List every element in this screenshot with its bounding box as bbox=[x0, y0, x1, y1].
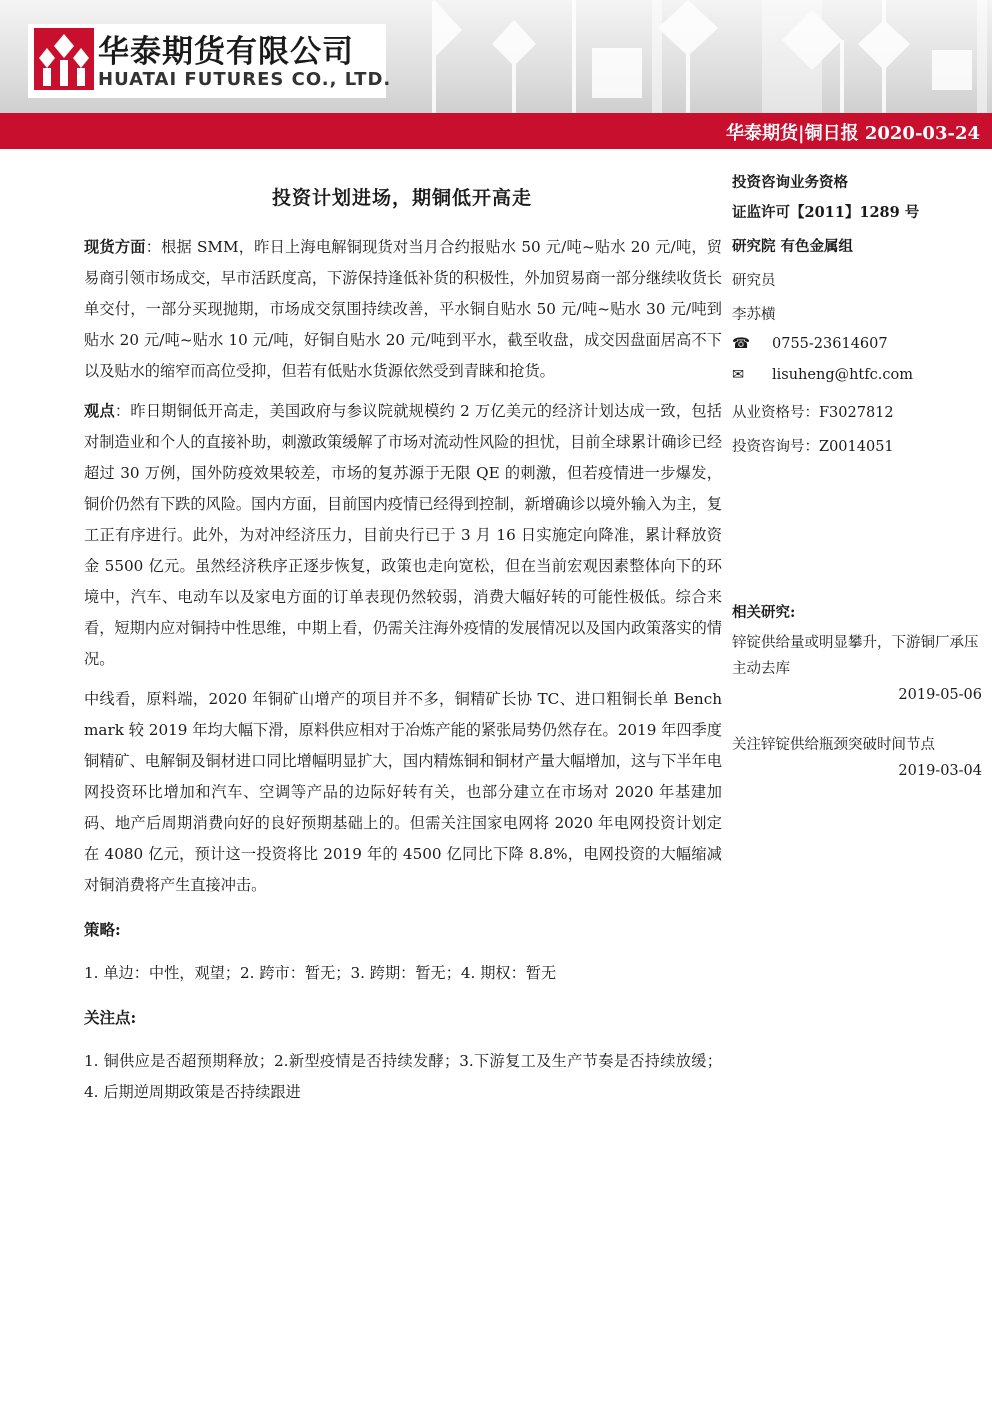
phone-row bbox=[732, 336, 888, 352]
related-item[interactable] bbox=[732, 630, 982, 708]
analyst-name: 李苏横 bbox=[732, 307, 776, 323]
report-title: 投资计划进场，期铜低开高走 bbox=[271, 187, 532, 209]
analyst-role: 研究员 bbox=[732, 273, 776, 289]
related-item-date: 2019-03-04 bbox=[898, 763, 982, 779]
related-item[interactable] bbox=[732, 732, 982, 784]
focus-heading: 关注点: bbox=[84, 1008, 137, 1027]
license-number: 证监许可【2011】1289 号 bbox=[732, 204, 920, 221]
email-row bbox=[732, 367, 913, 383]
company-name-en: HUATAI FUTURES CO., LTD. bbox=[98, 69, 392, 90]
department: 研究院 有色金属组 bbox=[732, 238, 854, 255]
report-body bbox=[84, 232, 722, 1117]
cert-number: 从业资格号：F3027812 bbox=[732, 405, 894, 421]
envelope-icon: ✉ bbox=[732, 367, 745, 383]
report-banner-text: 华泰期货|铜日报 2020-03-24 bbox=[726, 123, 980, 144]
spot-text: ：根据 SMM，昨日上海电解铜现货对当月合约报贴水 50 元/吨~贴水 20 元/吨，贸易商引领市场成交，早市活跃度高，下游保持逢低补货的积极性，外加贸易商一部分继续收货长单交付，一部分买现抛期，市场成交氛围持续改善，平水铜自贴水 50 元/吨~贴水 30 元/吨到贴水 20 元/吨~贴水 10 元/吨，好铜自贴水 20 元/吨到平水，截至收盘，成交因盘面居高不下以及贴水的缩窄而高位受抑，但若有低贴水货源依然受到青睐和抢货。 bbox=[84, 238, 722, 380]
company-name-cn: 华泰期货有限公司 bbox=[98, 34, 354, 70]
related-research-heading: 相关研究: bbox=[732, 604, 796, 621]
qualification: 投资咨询业务资格 bbox=[732, 174, 848, 191]
view-text: ：昨日期铜低开高走，美国政府与参议院就规模约 2 万亿美元的经济计划达成一致，包括对制造业和个人的直接补助，刺激政策缓解了市场对流动性风险的担忧，目前全球累计确诊已经超过 30 万例，国外防疫效果较差，市场的复苏源于无限 QE 的刺激，但若疫情进一步爆发，铜价仍然有下跌的风险。国内方面，目前国内疫情已经得到控制，新增确诊以境外输入为主，复工正有序进行。此外，为对冲经济压力，目前央行已于 3 月 16 日实施定向降准，累计释放资金 5500 亿元。虽然经济秩序正逐步恢复，政策也走向宽松，但在当前宏观因素整体向下的环境中，汽车、电动车以及家电方面的订单表现仍然较弱，消费大幅好转的可能性极低。综合来看，短期内应对铜持中性思维，中期上看，仍需关注海外疫情的发展情况以及国内政策落实的情况。 bbox=[84, 402, 722, 668]
spot-paragraph bbox=[84, 232, 722, 387]
phone-icon: ☎ bbox=[732, 336, 751, 352]
related-item-title: 锌锭供给量或明显攀升，下游铜厂承压主动去库 bbox=[732, 635, 979, 677]
header-band bbox=[0, 0, 992, 113]
phone-number: 0755-23614607 bbox=[772, 336, 888, 352]
spot-label: 现货方面 bbox=[84, 238, 146, 256]
midline-paragraph: 中线看，原料端，2020 年铜矿山增产的项目并不多，铜精矿长协 TC、进口粗铜长单 Benchmark 较 2019 年均大幅下滑，原料供应相对于冶炼产能的紧张局势仍然存在。2019 年四季度铜精矿、电解铜及铜材进口同比增幅明显扩大，国内精炼铜和铜材产量大幅增加，这与下半年电网投资环比增加和汽车、空调等产品的边际好转有关，也部分建立在市场对 2020 年基建加码、地产后周期消费向好的良好预期基础上的。但需关注国家电网将 2020 年电网投资计划定在 4080 亿元，预计这一投资将比 2019 年的 4500 亿同比下降 8.8%，电网投资的大幅缩减对铜消费将产生直接冲击。 bbox=[84, 690, 722, 894]
strategy-heading: 策略: bbox=[84, 920, 121, 939]
company-logo bbox=[28, 24, 392, 98]
view-label: 观点 bbox=[84, 402, 115, 420]
company-logo-mark-icon bbox=[34, 28, 94, 90]
email-address[interactable]: lisuheng@htfc.com bbox=[772, 367, 913, 383]
focus-text: 1. 铜供应是否超预期释放；2.新型疫情是否持续发酵；3.下游复工及生产节奏是否持续放缓；4. 后期逆周期政策是否持续跟进 bbox=[84, 1052, 722, 1101]
decorative-pattern-icon bbox=[432, 0, 992, 113]
strategy-text: 1. 单边：中性，观望；2. 跨市：暂无；3. 跨期：暂无；4. 期权：暂无 bbox=[84, 964, 557, 982]
report-banner bbox=[0, 113, 992, 149]
related-item-title: 关注锌锭供给瓶颈突破时间节点 bbox=[732, 737, 935, 753]
view-paragraph bbox=[84, 396, 722, 675]
related-item-date: 2019-05-06 bbox=[898, 687, 982, 703]
consult-number: 投资咨询号：Z0014051 bbox=[732, 439, 894, 455]
